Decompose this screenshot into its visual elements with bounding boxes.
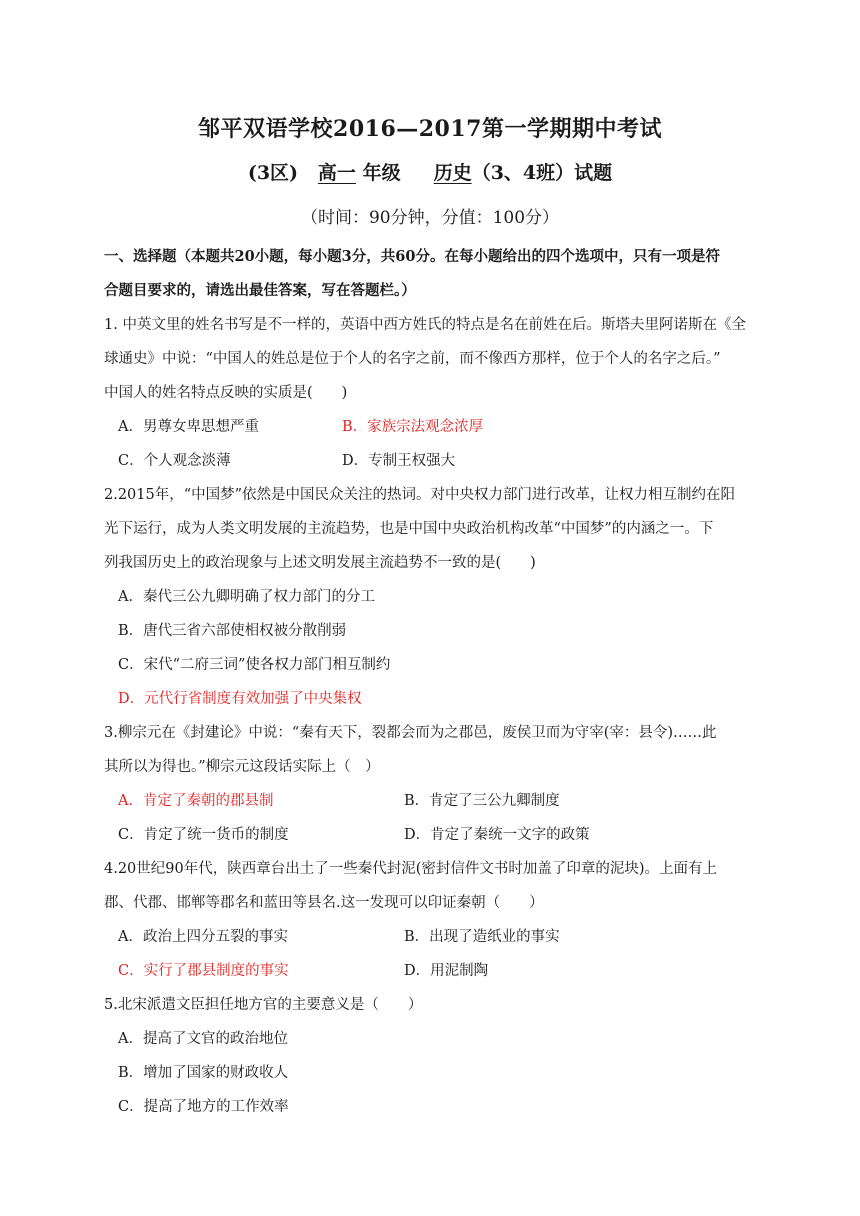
q2-option-c: C．宋代“二府三词”使各权力部门相互制约 — [118, 657, 391, 673]
q3-option-c: C．肯定了统一货币的制度 — [118, 827, 289, 843]
subject-class: （3、4班）试题 — [471, 162, 613, 184]
q2-stem-line-1: 2.2015年，“中国梦”依然是中国民众关注的热词。对中央权力部门进行改革，让权力相互制约在阳 — [104, 487, 736, 503]
q1-option-d: D．专制王权强大 — [342, 453, 456, 469]
exam-title: 邹平双语学校2016—2017第一学期期中考试 — [198, 116, 662, 142]
q2-option-a: A．秦代三公九卿明确了权力部门的分工 — [118, 589, 375, 605]
q3-stem-line-2: 其所以为得也。”柳宗元这段话实际上（ ） — [104, 759, 380, 775]
q3-option-d: D．肯定了秦统一文字的政策 — [404, 827, 590, 843]
q5-stem-line-1: 5.北宋派遣文臣担任地方官的主要意义是（ ） — [104, 997, 423, 1013]
q1-stem-line-2: 球通史》中说：“中国人的姓总是位于个人的名字之前，而不像西方那样，位于个人的名字之后。” — [104, 351, 721, 367]
q1-option-c: C．个人观念淡薄 — [118, 453, 231, 469]
q4-stem-line-1: 4.20世纪90年代，陕西章台出土了一些秦代封泥(密封信件文书时加盖了印章的泥块)。上面有上 — [104, 861, 718, 877]
q4-stem-line-2: 郡、代郡、邯郸等郡名和蓝田等县名.这一发现可以印证秦朝（ ） — [104, 895, 544, 911]
time-info: （时间：90分钟，分值：100分） — [300, 208, 560, 228]
grade-value: 高一 — [317, 162, 356, 184]
q3-stem-line-1: 3.柳宗元在《封建论》中说：“秦有天下，裂都会而为之郡邑，废侯卫而为守宰(宰：县令)……此 — [104, 725, 717, 741]
district-label: (3区) — [247, 162, 299, 184]
q2-option-d-answer: D．元代行省制度有效加强了中央集权 — [118, 691, 362, 707]
q4-option-b: B．出现了造纸业的事实 — [404, 929, 560, 945]
exam-subtitle — [0, 158, 860, 185]
grade-label: 年级 — [362, 162, 401, 184]
q5-option-c: C．提高了地方的工作效率 — [118, 1099, 289, 1115]
q1-option-b-answer: B．家族宗法观念浓厚 — [342, 419, 484, 435]
q2-option-b: B．唐代三省六部使相权被分散削弱 — [118, 623, 347, 639]
subject-value: 历史 — [433, 162, 472, 184]
q4-option-d: D．用泥制陶 — [404, 963, 489, 979]
q3-option-a-answer: A．肯定了秦朝的郡县制 — [118, 793, 274, 809]
q1-stem-line-3: 中国人的姓名特点反映的实质是( ) — [104, 385, 348, 401]
q2-stem-line-3: 列我国历史上的政治现象与上述文明发展主流趋势不一致的是( ) — [104, 555, 536, 571]
q1-option-a: A．男尊女卑思想严重 — [118, 419, 259, 435]
q5-option-a: A．提高了文官的政治地位 — [118, 1031, 288, 1047]
q2-stem-line-2: 光下运行，成为人类文明发展的主流趋势，也是中国中央政治机构改革“中国梦”的内涵之一。下 — [104, 521, 714, 537]
q5-option-b: B．增加了国家的财政收人 — [118, 1065, 289, 1081]
q3-option-b: B．肯定了三公九卿制度 — [404, 793, 560, 809]
q1-stem-line-1: 1. 中英文里的姓名书写是不一样的，英语中西方姓氏的特点是名在前姓在后。斯塔夫里阿诺斯在《全 — [104, 317, 746, 333]
section-heading-line-1: 一、选择题（本题共20小题，每小题3分，共60分。在每小题给出的四个选项中，只有一项是符 — [104, 248, 720, 265]
q4-option-a: A．政治上四分五裂的事实 — [118, 929, 288, 945]
q4-option-c-answer: C．实行了郡县制度的事实 — [118, 963, 289, 979]
section-heading-line-2: 合题目要求的，请选出最佳答案，写在答题栏。） — [104, 282, 416, 299]
